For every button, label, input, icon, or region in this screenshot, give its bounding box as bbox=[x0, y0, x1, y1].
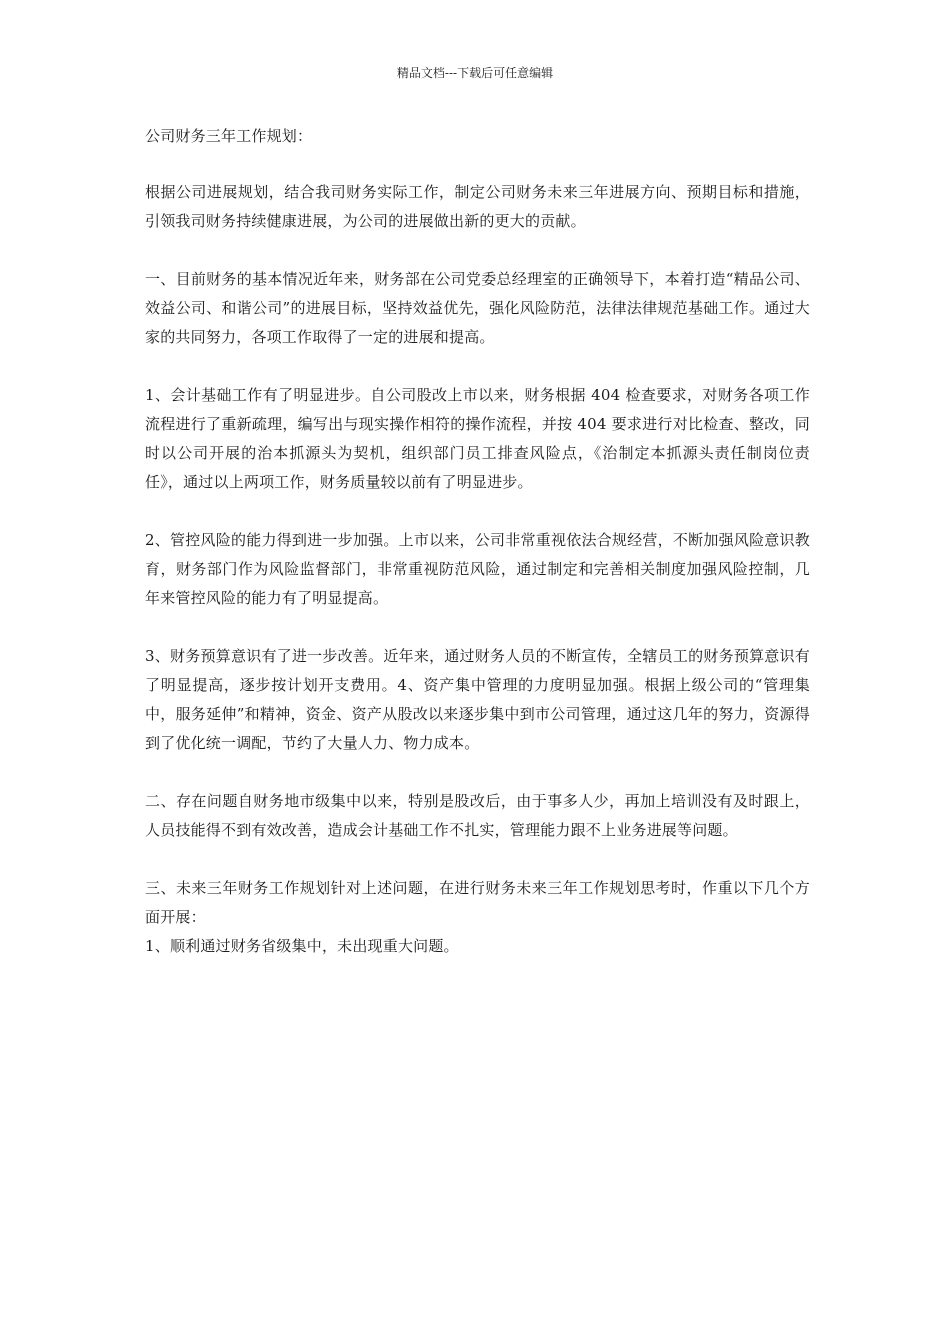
paragraph-item-2: 2、管控风险的能力得到进一步加强。上市以来，公司非常重视依法合规经营，不断加强风险意识教育，财务部门作为风险监督部门，非常重视防范风险，通过制定和完善相关制度加强风险控制，几年来管控风险的能力有了明显提高。 bbox=[145, 531, 810, 607]
document-body bbox=[145, 122, 810, 961]
document-title: 公司财务三年工作规划： bbox=[145, 127, 313, 145]
paragraph-section-2: 二、存在问题自财务地市级集中以来，特别是股改后，由于事多人少，再加上培训没有及时跟上，人员技能得不到有效改善，造成会计基础工作不扎实，管理能力跟不上业务进展等问题。 bbox=[145, 792, 810, 839]
paragraph-item-1: 1、会计基础工作有了明显进步。自公司股改上市以来，财务根据 404 检查要求，对财务各项工作流程进行了重新疏理，编写出与现实操作相符的操作流程，并按 404 要求进行对比检查、整改，同时以公司开展的治本抓源头为契机，组织部门员工排查风险点，《治制定本抓源头责任制岗位责任》，通过以上两项工作，财务质量较以前有了明显进步。 bbox=[145, 386, 810, 491]
paragraph-section-1: 一、目前财务的基本情况近年来，财务部在公司党委总经理室的正确领导下，本着打造“精品公司、效益公司、和谐公司”的进展目标，坚持效益优先，强化风险防范，法律法律规范基础工作。通过大家的共同努力，各项工作取得了一定的进展和提高。 bbox=[145, 270, 810, 346]
paragraph-intro: 根据公司进展规划，结合我司财务实际工作，制定公司财务未来三年进展方向、预期目标和措施，引领我司财务持续健康进展，为公司的进展做出新的更大的贡献。 bbox=[145, 183, 810, 230]
paragraph-plan-item-1: 1、顺利通过财务省级集中，未出现重大问题。 bbox=[145, 937, 459, 955]
paragraph-item-3-4: 3、财务预算意识有了进一步改善。近年来，通过财务人员的不断宣传，全辖员工的财务预算意识有了明显提高，逐步按计划开支费用。4、资产集中管理的力度明显加强。根据上级公司的“管理集中，服务延伸”和精神，资金、资产从股改以来逐步集中到市公司管理，通过这几年的努力，资源得到了优化统一调配，节约了大量人力、物力成本。 bbox=[145, 647, 810, 752]
page-header: 精品文档---下载后可任意编辑 bbox=[396, 66, 554, 80]
paragraph-section-3: 三、未来三年财务工作规划针对上述问题，在进行财务未来三年工作规划思考时，作重以下几个方面开展： bbox=[145, 879, 810, 926]
